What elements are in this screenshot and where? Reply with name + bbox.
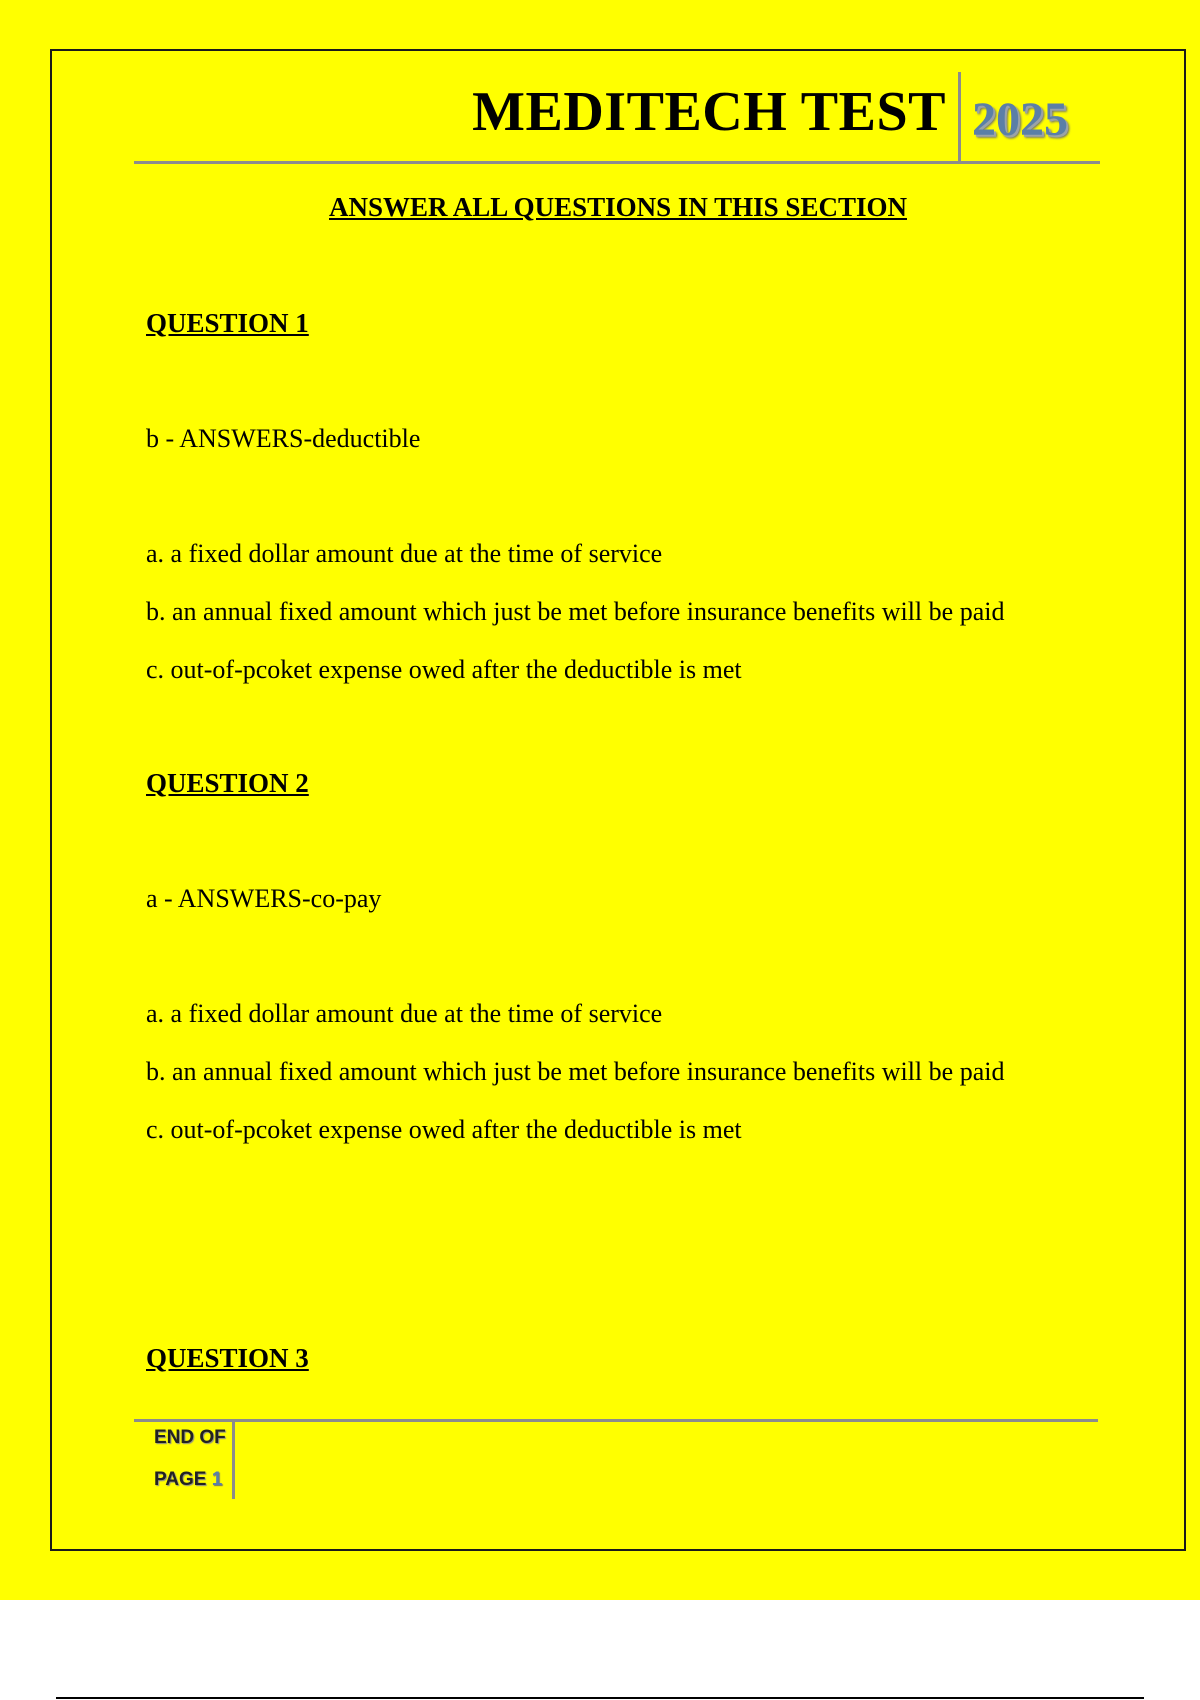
footer-page-prefix: PAGE xyxy=(154,1469,212,1490)
question-1-title: QUESTION 1 xyxy=(146,308,309,338)
bottom-rule xyxy=(56,1697,1144,1699)
question-2-option-b: b. an annual fixed amount which just be met before insurance benefits will be paid xyxy=(146,1057,1005,1086)
footer-page-number: 1 xyxy=(211,1469,223,1490)
footer-rule xyxy=(134,1419,1098,1422)
document-title: MEDITECH TEST xyxy=(472,81,946,143)
section-heading: ANSWER ALL QUESTIONS IN THIS SECTION xyxy=(329,192,907,222)
header-divider xyxy=(958,72,961,162)
document-year: 2025 xyxy=(972,93,1068,146)
footer-end-of: END OF xyxy=(154,1427,226,1448)
question-2-option-a: a. a fixed dollar amount due at the time of service xyxy=(146,999,663,1028)
question-2-option-c: c. out-of-pcoket expense owed after the deductible is met xyxy=(146,1115,742,1144)
question-2-answer: a - ANSWERS-co-pay xyxy=(146,884,382,913)
question-1-answer: b - ANSWERS-deductible xyxy=(146,424,421,453)
footer-divider xyxy=(232,1422,235,1499)
question-3-title: QUESTION 3 xyxy=(146,1343,309,1373)
footer-page-label xyxy=(154,1469,222,1491)
question-1-option-b: b. an annual fixed amount which just be met before insurance benefits will be paid xyxy=(146,597,1005,626)
page-header xyxy=(134,72,1100,164)
question-1-option-c: c. out-of-pcoket expense owed after the deductible is met xyxy=(146,655,742,684)
question-2-title: QUESTION 2 xyxy=(146,768,309,798)
question-1-option-a: a. a fixed dollar amount due at the time of service xyxy=(146,539,663,568)
page-border xyxy=(50,49,1186,1551)
